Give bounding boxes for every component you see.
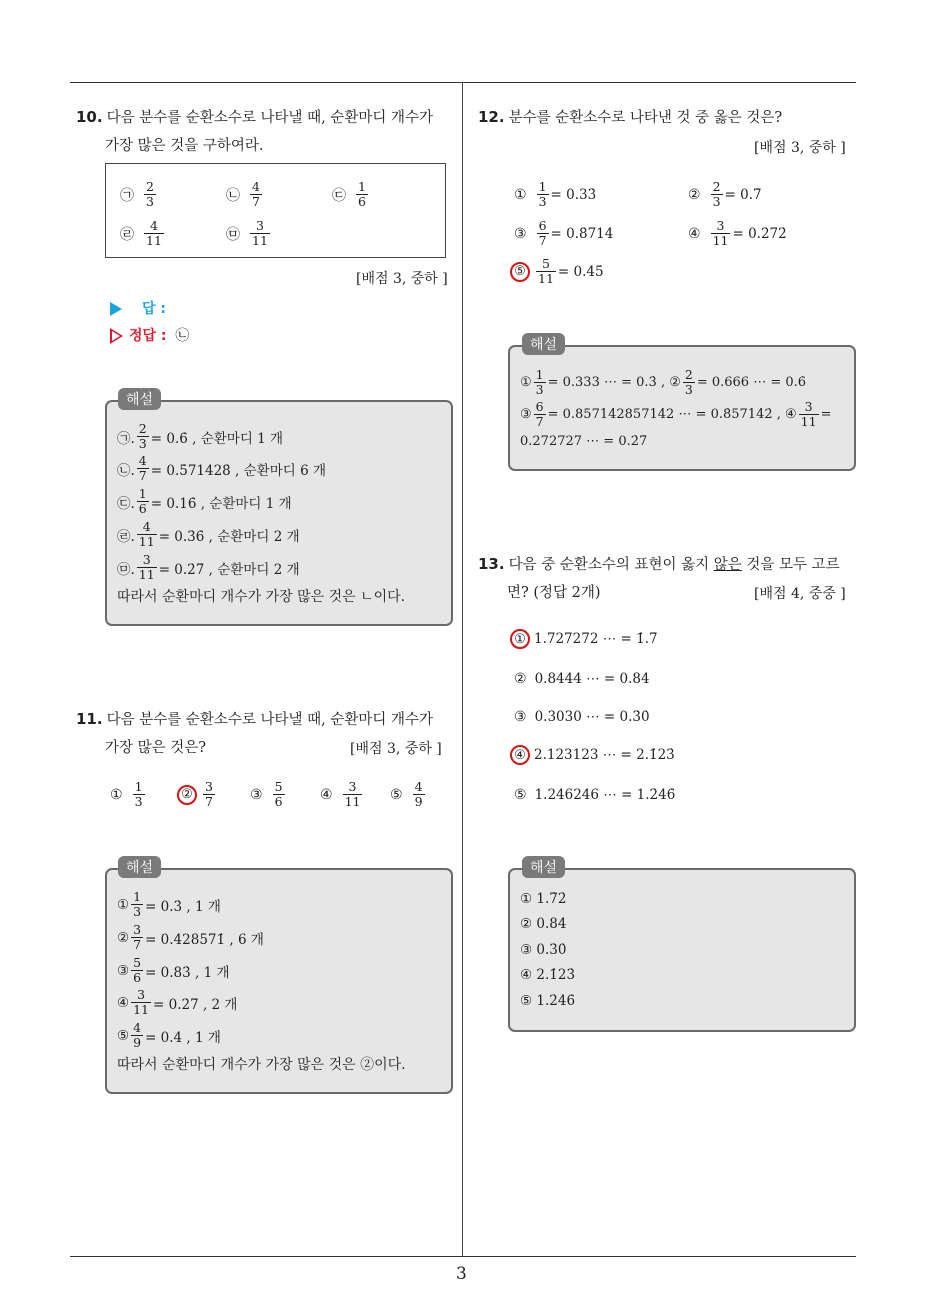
q10-question xyxy=(76,103,456,160)
fraction: $\frac{4}{7}$ xyxy=(138,453,147,483)
top-rule xyxy=(70,82,856,83)
fraction: $\frac{5}{6}$ xyxy=(274,779,283,809)
fraction: $\frac{1}{3}$ xyxy=(134,779,143,809)
q10-score: [배점 3, 중하 ] xyxy=(356,271,448,287)
q12-text-line1: 분수를 순환소수로 나타낸 것 중 옳은 것은? xyxy=(508,110,783,126)
q13-expl-line-3: ③ 0.3̇0̇ xyxy=(520,942,567,958)
q13-expl-line-2: ② 0.84̇ xyxy=(520,916,567,932)
q11-expl-line-1: ① $\frac{1}{3}$ = 0.3̇ , 1 개 xyxy=(117,889,221,919)
choice-mark: ㉠ xyxy=(120,187,134,204)
q12-expl-line-3: 0.272727 ⋯ = 0.2̇7̇ xyxy=(520,434,648,449)
q10-choice-4[interactable] xyxy=(120,219,166,248)
q13-number: 13. xyxy=(478,555,505,573)
selected-circle-icon: ② xyxy=(177,785,197,805)
q13-expl-line-1: ① 1.7̇2̇ xyxy=(520,891,567,907)
q12-score: [배점 3, 중하 ] xyxy=(754,140,846,156)
q10-correct-row xyxy=(110,325,189,345)
q13-explanation-tag: 해설 xyxy=(522,856,565,878)
q13-choice-1[interactable]: ① 1.727272 ⋯ = 1̇.7̇ xyxy=(510,629,658,649)
fraction: $\frac{1}{3}$ xyxy=(535,367,544,397)
fraction: $\frac{1}{3}$ xyxy=(133,889,142,919)
page-number: 3 xyxy=(456,1264,467,1284)
fraction: $\frac{6}{7}$ xyxy=(535,399,544,429)
q13-score: [배점 4, 중중 ] xyxy=(754,586,846,602)
fraction: $\frac{2}{3}$ xyxy=(146,179,154,209)
fraction: $\frac{4}{9}$ xyxy=(133,1020,142,1050)
answer-label: 답 : xyxy=(142,301,166,317)
fraction: $\frac{5}{6}$ xyxy=(133,955,142,985)
q13-expl-line-4: ④ 2.1̇23̇ xyxy=(520,967,576,983)
bottom-rule xyxy=(70,1256,856,1257)
selected-circle-icon: ① xyxy=(510,629,530,649)
fraction: $\frac{3}{11}$ xyxy=(138,552,155,582)
q10-expl-line-3: ㉢. $\frac{1}{6}$ = 0.16̇ , 순환마디 1 개 xyxy=(117,486,292,516)
q10-expl-line-4: ㉣. $\frac{4}{11}$ = 0.3̇6̇ , 순환마디 2 개 xyxy=(117,519,300,549)
fraction: $\frac{2}{3}$ xyxy=(684,367,693,397)
q12-choice-1[interactable]: ① $\frac{1}{3}$ = 0.33̇ xyxy=(514,179,597,209)
q11-choice-5[interactable]: ⑤ $\frac{4}{9}$ xyxy=(390,779,423,809)
fraction: $\frac{3}{11}$ xyxy=(252,218,268,248)
fraction: $\frac{1}{6}$ xyxy=(138,486,147,516)
q11-expl-line-4: ④ $\frac{3}{11}$ = 0.2̇7̇ , 2 개 xyxy=(117,987,238,1017)
q10-expl-line-2: ㉡. $\frac{4}{7}$ = 0.5̇71428̇ , 순환마디 6 개 xyxy=(117,453,327,483)
q10-expl-line-1: ㉠. $\frac{2}{3}$ = 0.6̇ , 순환마디 1 개 xyxy=(117,421,284,451)
fraction: $\frac{4}{11}$ xyxy=(138,519,155,549)
q11-expl-conclusion: 따라서 순환마디 개수가 가장 많은 것은 ②이다. xyxy=(117,1057,406,1073)
fraction: $\frac{5}{11}$ xyxy=(538,256,554,286)
q12-number: 12. xyxy=(478,108,505,126)
q11-expl-line-3: ③ $\frac{5}{6}$ = 0.83̇ , 1 개 xyxy=(117,955,230,985)
fraction: $\frac{4}{9}$ xyxy=(414,779,423,809)
q11-choice-3[interactable]: ③ $\frac{5}{6}$ xyxy=(250,779,283,809)
outline-play-icon xyxy=(110,328,123,344)
q10-choice-3[interactable] xyxy=(332,180,370,209)
q13-choice-2[interactable]: ② 0.8444 ⋯ = 0.84̇ xyxy=(514,671,650,687)
fraction: $\frac{4}{11}$ xyxy=(146,218,162,248)
q12-explanation-tag: 해설 xyxy=(522,333,565,355)
q11-choice-2[interactable] xyxy=(177,780,217,809)
choice-mark: ㉤ xyxy=(226,226,240,243)
q13-text-line2: 면? (정답 2개) xyxy=(507,585,601,601)
fraction: $\frac{3}{11}$ xyxy=(344,779,361,809)
q13-choice-3[interactable]: ③ 0.3030 ⋯ = 0.3̇0̇ xyxy=(514,709,650,725)
correct-value: ㉡ xyxy=(175,328,190,344)
fraction: $\frac{3}{7}$ xyxy=(205,779,213,809)
q12-choice-2[interactable]: ② $\frac{2}{3}$ = 0.7̇ xyxy=(688,179,762,209)
q13-text-underlined: 않은 xyxy=(713,557,742,573)
q12-choice-5[interactable]: ⑤ $\frac{5}{11}$ = 0.4̇5̇ xyxy=(510,257,604,286)
q12-choice-3[interactable]: ③ $\frac{6}{7}$ = 0.8̇714̇ xyxy=(514,218,614,248)
q10-explanation-tag: 해설 xyxy=(118,388,161,410)
q13-expl-line-5: ⑤ 1.2̇46̇ xyxy=(520,993,576,1009)
fraction: $\frac{3}{11}$ xyxy=(133,987,150,1017)
choice-mark: ㉡ xyxy=(226,187,240,204)
q12-expl-line-1: ① $\frac{1}{3}$ = 0.333 ⋯ = 0.3̇ , ② $\frac{2}{3}$ = 0.666 ⋯ = 0.6̇ xyxy=(520,367,807,397)
q11-explanation-tag: 해설 xyxy=(118,856,161,878)
q13-text-a: 다음 중 순환소수의 표현이 옳지 xyxy=(508,557,714,573)
fraction: $\frac{3}{11}$ xyxy=(712,218,729,248)
q10-number: 10. xyxy=(76,108,103,126)
q13-text-b: 것을 모두 고르 xyxy=(741,557,840,573)
q10-expl-conclusion: 따라서 순환마디 개수가 가장 많은 것은 ㄴ이다. xyxy=(117,589,406,605)
selected-circle-icon: ④ xyxy=(510,745,530,765)
q13-choice-4[interactable]: ④ 2.123123 ⋯ = 2.1̇23̇ xyxy=(510,745,675,765)
q10-choice-2[interactable] xyxy=(226,180,264,209)
q12-choice-4[interactable]: ④ $\frac{3}{11}$ = 0.2̇72̇ xyxy=(688,218,787,248)
q11-text-line1: 다음 분수를 순환소수로 나타낼 때, 순환마디 개수가 xyxy=(106,712,433,728)
fraction: $\frac{3}{7}$ xyxy=(133,922,142,952)
q10-expl-line-5: ㉤. $\frac{3}{11}$ = 0.2̇7̇ , 순환마디 2 개 xyxy=(117,552,300,582)
fraction: $\frac{6}{7}$ xyxy=(538,218,547,248)
choice-mark: ㉢ xyxy=(332,187,346,204)
correct-label: 정답 : xyxy=(129,328,167,344)
fraction: $\frac{3}{11}$ xyxy=(800,399,817,429)
choice-mark: ㉣ xyxy=(120,226,134,243)
column-divider xyxy=(462,82,463,1257)
q10-text-line2: 가장 많은 것을 구하여라. xyxy=(105,138,264,154)
fraction: $\frac{1}{3}$ xyxy=(538,179,547,209)
q10-choice-1[interactable] xyxy=(120,180,158,209)
fraction: $\frac{2}{3}$ xyxy=(712,179,721,209)
q11-number: 11. xyxy=(76,710,103,728)
q12-expl-line-2: ③ $\frac{6}{7}$ = 0.857142857142 ⋯ = 0.8̇57142̇ , ④ $\frac{3}{11}$ = xyxy=(520,399,832,429)
q12-question xyxy=(478,103,858,132)
q11-choice-1[interactable]: ① $\frac{1}{3}$ xyxy=(110,779,143,809)
fraction: $\frac{4}{7}$ xyxy=(252,179,260,209)
q10-text-line1: 다음 분수를 순환소수로 나타낼 때, 순환마디 개수가 xyxy=(106,110,433,126)
q11-score: [배점 3, 중하 ] xyxy=(350,741,442,757)
q10-answer-row xyxy=(110,298,166,318)
q10-choice-5[interactable] xyxy=(226,219,272,248)
selected-circle-icon: ⑤ xyxy=(510,262,530,282)
q11-choice-4[interactable]: ④ $\frac{3}{11}$ xyxy=(320,779,361,809)
play-icon xyxy=(110,302,122,316)
q11-expl-line-5: ⑤ $\frac{4}{9}$ = 0.4̇ , 1 개 xyxy=(117,1020,221,1050)
q11-text-line2: 가장 많은 것은? xyxy=(105,740,207,756)
fraction: $\frac{2}{3}$ xyxy=(138,421,147,451)
q11-expl-line-2: ② $\frac{3}{7}$ = 0.4̇28571̇ , 6 개 xyxy=(117,922,264,952)
q13-choice-5[interactable]: ⑤ 1.246246 ⋯ = 1.2̇46̇ xyxy=(514,787,676,803)
fraction: $\frac{1}{6}$ xyxy=(358,179,366,209)
